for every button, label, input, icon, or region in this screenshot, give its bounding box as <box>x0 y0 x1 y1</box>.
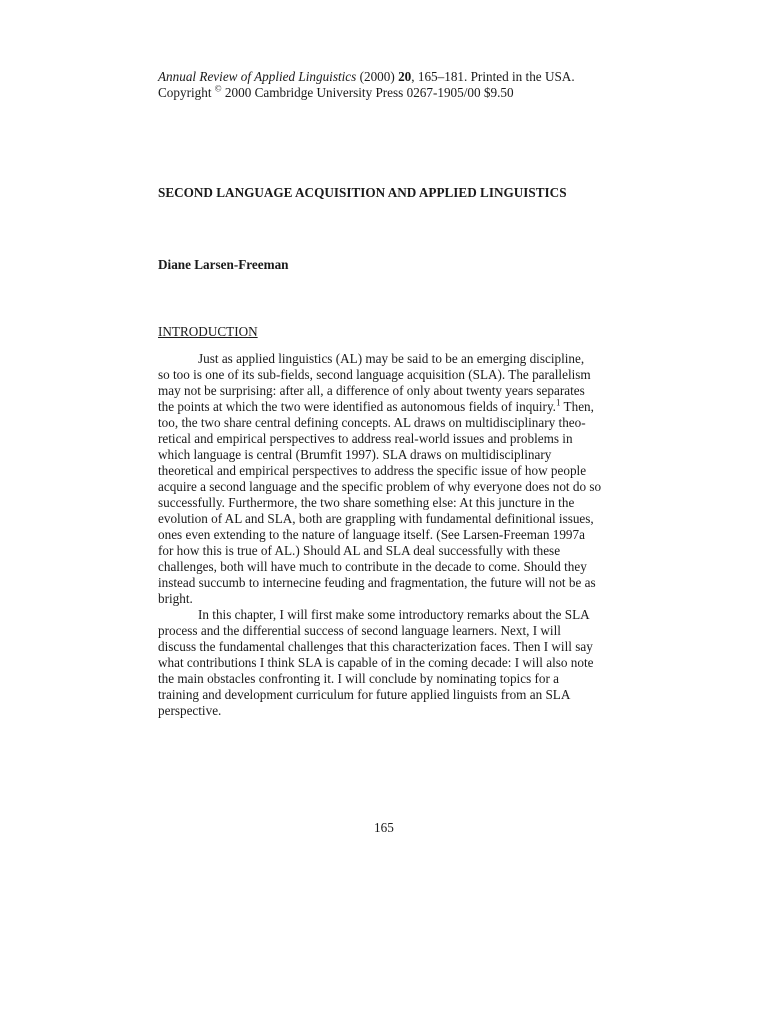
paragraph1-line: evolution of AL and SLA, both are grappling with fundamental definitional issues, <box>158 511 594 526</box>
paragraph1-line: Just as applied linguistics (AL) may be said to be an emerging discipline, <box>198 351 585 366</box>
journal-volume: 20 <box>398 69 412 84</box>
copyright-symbol: © <box>214 83 222 94</box>
paragraph1-line: for how this is true of AL.) Should AL and SLA deal successfully with these <box>158 543 561 558</box>
paragraph2-line: In this chapter, I will first make some introductory remarks about the SLA <box>198 607 590 622</box>
journal-name: Annual Review of Applied Linguistics <box>158 69 357 84</box>
paragraph1-line: theoretical and empirical perspectives to address the specific issue of how people <box>158 463 587 478</box>
paragraph2-line: what contributions I think SLA is capable of in the coming decade: I will also note <box>158 655 594 670</box>
paragraph2-line: the main obstacles confronting it. I will conclude by nominating topics for a <box>158 671 560 686</box>
journal-year: (2000) <box>356 69 399 84</box>
journal-header <box>158 69 598 101</box>
paragraph1-line: the points at which the two were identified as autonomous fields of inquiry. <box>158 399 556 414</box>
copyright-rest: 2000 Cambridge University Press 0267-1905/00 $9.50 <box>221 85 514 100</box>
paragraph1-line: acquire a second language and the specific problem of why everyone does not do so <box>158 479 602 494</box>
paragraph1-line: which language is central (Brumfit 1997). SLA draws on multidisciplinary <box>158 447 552 462</box>
page-number: 165 <box>374 820 394 835</box>
paragraph1-line: retical and empirical perspectives to address real-world issues and problems in <box>158 431 573 446</box>
paragraph2-line: training and development curriculum for future applied linguists from an SLA <box>158 687 571 702</box>
article-title: SECOND LANGUAGE ACQUISITION AND APPLIED LINGUISTICS <box>158 185 567 200</box>
paragraph1-line: ones even extending to the nature of language itself. (See Larsen-Freeman 1997a <box>158 527 585 542</box>
paragraph1-line-tail: Then, <box>560 399 594 414</box>
paragraph2-line: perspective. <box>158 703 222 718</box>
section-heading: INTRODUCTION <box>158 324 258 339</box>
paragraph1-line: successfully. Furthermore, the two share something else: At this juncture in the <box>158 495 575 510</box>
paragraph1-line: too, the two share central defining concepts. AL draws on multidisciplinary theo- <box>158 415 586 430</box>
paragraph1-line: may not be surprising: after all, a difference of only about twenty years separates <box>158 383 585 398</box>
paragraph2-line: process and the differential success of second language learners. Next, I will <box>158 623 561 638</box>
paragraph1-line: challenges, both will have much to contribute in the decade to come. Should they <box>158 559 587 574</box>
paragraph1-line-footnote <box>158 399 598 415</box>
body-text <box>158 351 602 719</box>
paragraph2-line: discuss the fundamental challenges that this characterization faces. Then I will say <box>158 639 593 654</box>
paragraph1-line: instead succumb to internecine feuding and fragmentation, the future will not be as <box>158 575 596 590</box>
paragraph1-line: so too is one of its sub-fields, second language acquisition (SLA). The parallelism <box>158 367 591 382</box>
journal-pages: , 165–181. Printed in the USA. <box>411 69 575 84</box>
copyright-prefix: Copyright <box>158 85 215 100</box>
citation-line <box>158 69 598 85</box>
copyright-line <box>158 85 598 101</box>
paragraph1-line: bright. <box>158 591 193 606</box>
author-name: Diane Larsen-Freeman <box>158 257 289 272</box>
footnote-marker[interactable]: 1 <box>555 397 561 408</box>
